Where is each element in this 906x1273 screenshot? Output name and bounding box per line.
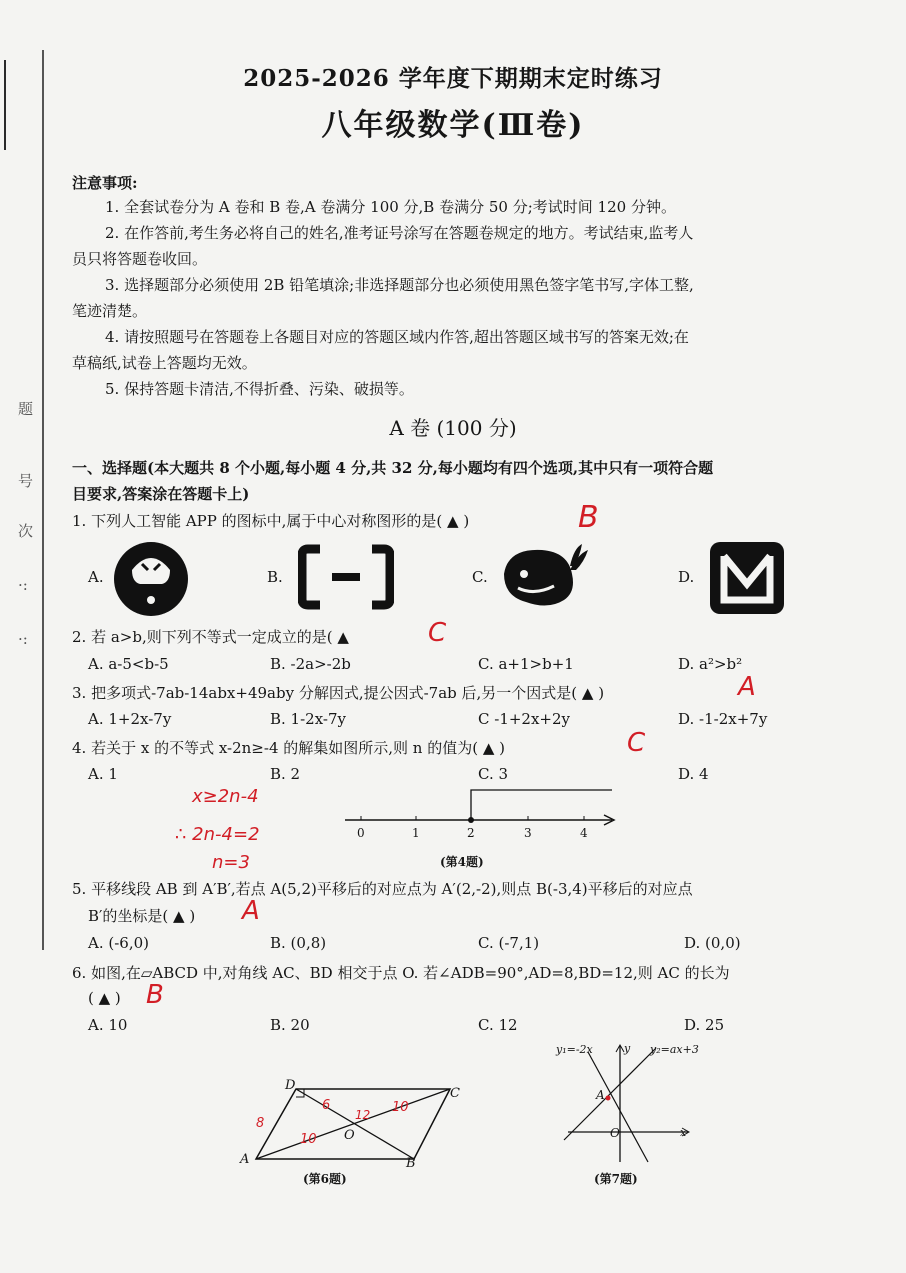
point-label-a: A	[240, 1152, 250, 1167]
q1-label-c: C.	[472, 568, 488, 586]
section-a-heading: A 卷 (100 分)	[389, 416, 517, 440]
q4-option-b: B. 2	[270, 765, 301, 783]
q7-x-axis-label: x	[680, 1126, 687, 1139]
ai-app-icon-c	[498, 540, 590, 618]
q5-option-a: A. (-6,0)	[88, 934, 149, 952]
q6-parallelogram-figure	[236, 1075, 472, 1179]
q6-option-c: C. 12	[478, 1016, 518, 1034]
q6-option-d: D. 25	[684, 1016, 725, 1034]
ai-app-icon-a	[112, 540, 190, 622]
q3-answer: A	[738, 672, 756, 702]
tick-label: 4	[580, 826, 588, 840]
q7-point-a-label: A	[596, 1088, 605, 1102]
note-3-cont: 笔迹清楚。	[72, 302, 148, 320]
tick-label: 3	[524, 826, 532, 840]
q2-option-a: A. a-5<b-5	[88, 655, 169, 673]
annotation-do: 6	[322, 1098, 331, 1113]
q5-option-d: D. (0,0)	[684, 934, 741, 952]
point-label-c: C	[450, 1086, 460, 1101]
q5-stem: 5. 平移线段 AB 到 A′B′,若点 A(5,2)平移后的对应点为 A′(2,-2),则点 B(-3,4)平移后的对应点	[72, 880, 693, 898]
note-2: 2. 在作答前,考生务必将自己的姓名,准考证号涂写在答题卷规定的地方。考试结束,监考人	[105, 224, 694, 242]
note-4: 4. 请按照题号在答题卷上各题目对应的答题区域内作答,超出答题区域书写的答案无效;在	[105, 328, 689, 346]
q1-label-a: A.	[88, 568, 104, 586]
note-2-cont: 员只将答题卷收回。	[72, 250, 208, 268]
q7-line2-label: y₂=ax+3	[650, 1043, 699, 1056]
q6-figure-caption: (第6题)	[303, 1172, 347, 1186]
q2-answer: C	[428, 618, 447, 648]
q3-option-c: C -1+2x+2y	[478, 710, 571, 728]
part1-instruction: 一、选择题(本大题共 8 个小题,每小题 4 分,共 32 分,每小题均有四个选项,其中只有一项符合题	[72, 459, 714, 477]
note-4-cont: 草稿纸,试卷上答题均无效。	[72, 354, 257, 372]
q3-stem: 3. 把多项式-7ab-14abx+49aby 分解因式,提公因式-7ab 后,另一个因式是( ▲ )	[72, 684, 605, 702]
ai-app-icon-b	[298, 543, 394, 615]
annotation-ob: 12	[355, 1108, 371, 1122]
q6-option-a: A. 10	[88, 1016, 128, 1034]
side-char: 号	[18, 472, 34, 490]
q4-work-line-3: n=3	[212, 852, 250, 873]
q3-option-a: A. 1+2x-7y	[88, 710, 172, 728]
q4-option-c: C. 3	[478, 765, 509, 783]
note-5: 5. 保持答题卡清洁,不得折叠、污染、破损等。	[105, 380, 414, 398]
q7-line-graph-figure	[560, 1040, 700, 1169]
q2-option-d: D. a²>b²	[678, 655, 743, 673]
side-char: ·:	[18, 630, 28, 648]
tick-label: 1	[412, 826, 420, 840]
side-char: 题	[18, 400, 34, 418]
annotation-ad: 8	[256, 1116, 265, 1131]
point-label-b: B	[406, 1156, 416, 1171]
side-char: ·:	[18, 576, 28, 594]
note-3: 3. 选择题部分必须使用 2B 铅笔填涂;非选择题部分也必须使用黑色签字笔书写,字体工整,	[105, 276, 694, 294]
q3-option-b: B. 1-2x-7y	[270, 710, 346, 728]
tick-label: 2	[467, 826, 475, 840]
q1-label-d: D.	[678, 568, 695, 586]
q4-stem: 4. 若关于 x 的不等式 x-2n≥-4 的解集如图所示,则 n 的值为( ▲ )	[72, 739, 506, 757]
q7-line1-label: y₁=-2x	[556, 1043, 593, 1056]
tick-label: 0	[357, 826, 365, 840]
exam-title: 2025-2026 学年度下期期末定时练习	[243, 65, 663, 92]
q6-stem-cont: ( ▲ )	[88, 989, 121, 1007]
q7-figure-caption: (第7题)	[594, 1172, 638, 1186]
q2-option-b: B. -2a>-2b	[270, 655, 351, 673]
q6-answer: B	[146, 980, 164, 1010]
q4-figure-caption: (第4题)	[440, 855, 484, 869]
q1-answer: B	[578, 500, 599, 535]
q4-number-line	[340, 784, 620, 858]
notes-heading: 注意事项:	[72, 174, 138, 192]
q5-option-b: B. (0,8)	[270, 934, 327, 952]
q1-stem: 1. 下列人工智能 APP 的图标中,属于中心对称图形的是( ▲ )	[72, 512, 470, 530]
q5-option-c: C. (-7,1)	[478, 934, 540, 952]
q3-option-d: D. -1-2x+7y	[678, 710, 768, 728]
q5-stem-cont: B′的坐标是( ▲ )	[88, 907, 196, 925]
annotation-oc: 10	[392, 1100, 409, 1115]
point-label-d: D	[285, 1078, 296, 1093]
ai-app-icon-d	[708, 540, 786, 620]
q5-answer: A	[242, 896, 260, 926]
annotation-ao: 10	[300, 1132, 317, 1147]
point-label-o: O	[344, 1128, 355, 1143]
exam-subtitle: 八年级数学(Ⅲ卷)	[321, 108, 585, 143]
q6-option-b: B. 20	[270, 1016, 310, 1034]
q4-answer: C	[627, 728, 646, 758]
q4-work-line-2: ∴ 2n-4=2	[175, 824, 260, 845]
q4-option-a: A. 1	[88, 765, 118, 783]
q7-origin-label: O	[610, 1126, 620, 1140]
q6-stem: 6. 如图,在▱ABCD 中,对角线 AC、BD 相交于点 O. 若∠ADB=90°,AD=8,BD=12,则 AC 的长为	[72, 964, 730, 982]
q2-stem: 2. 若 a>b,则下列不等式一定成立的是( ▲	[72, 628, 349, 646]
side-char: 次	[18, 522, 34, 540]
q2-option-c: C. a+1>b+1	[478, 655, 574, 673]
q4-work-line-1: x≥2n-4	[192, 786, 259, 807]
binding-line	[42, 50, 44, 950]
part1-instruction-cont: 目要求,答案涂在答题卡上)	[72, 485, 250, 503]
q7-y-axis-label: y	[624, 1042, 631, 1055]
note-1: 1. 全套试卷分为 A 卷和 B 卷,A 卷满分 100 分,B 卷满分 50 分;考试时间 120 分钟。	[105, 198, 676, 216]
q1-label-b: B.	[267, 568, 283, 586]
q4-option-d: D. 4	[678, 765, 709, 783]
